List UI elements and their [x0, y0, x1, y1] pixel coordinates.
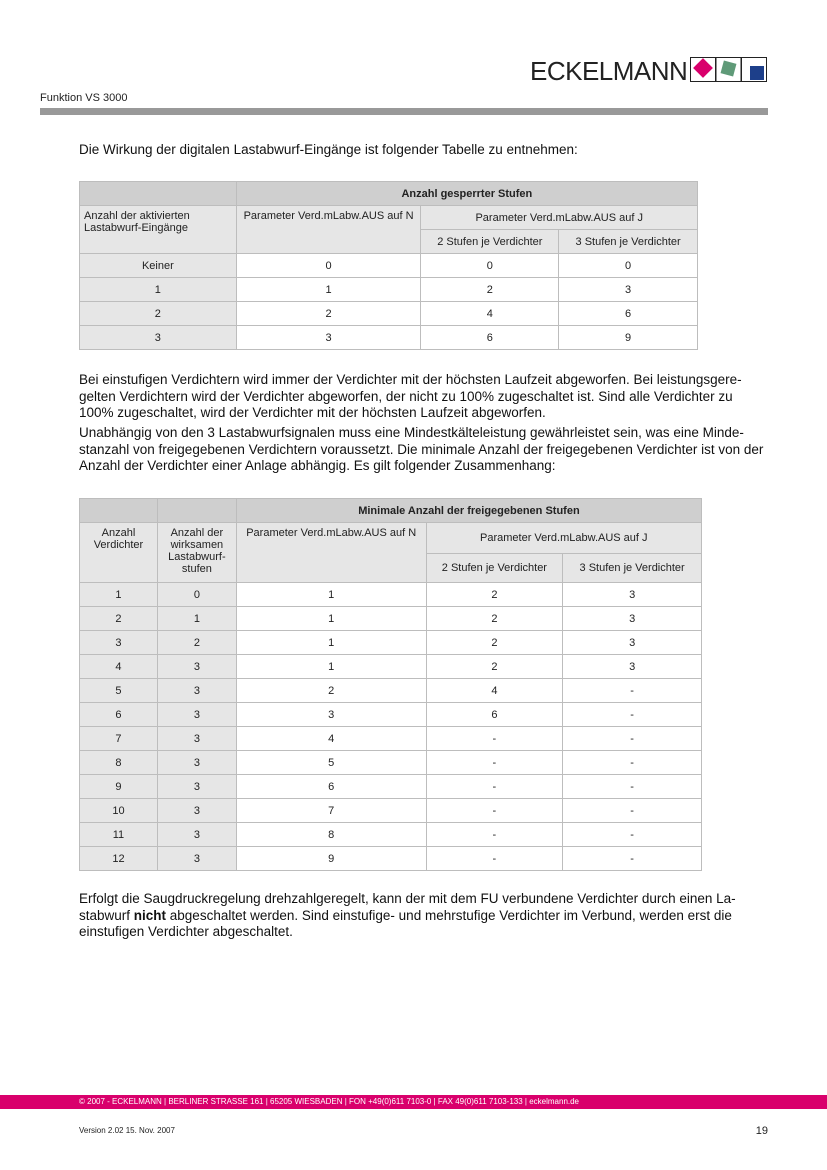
- table2-cell: 8: [236, 823, 426, 847]
- section-title: Funktion VS 3000: [40, 92, 128, 104]
- table2-cell: 3: [157, 847, 236, 871]
- table2-cell: 2: [157, 631, 236, 655]
- table2-header-3-stages: 3 Stufen je Verdichter: [563, 554, 702, 583]
- table2-cell: 6: [426, 703, 563, 727]
- table1-cell: 3: [559, 278, 698, 302]
- table1-header-inputs: Anzahl der aktivierten Lastabwurf-Eingänge: [80, 206, 237, 254]
- table2-row: [80, 847, 702, 871]
- table1-cell: 0: [421, 254, 559, 278]
- table2-cell: -: [426, 847, 563, 871]
- table2-cell: 1: [236, 607, 426, 631]
- table2-cell: -: [563, 823, 702, 847]
- table1-cell: 4: [421, 302, 559, 326]
- table1-corner: [80, 182, 237, 206]
- table2-cell: 2: [80, 607, 158, 631]
- emphasis-not: nicht: [133, 907, 167, 923]
- table2-cell: 6: [236, 775, 426, 799]
- table1-title: Anzahl gesperrter Stufen: [236, 182, 697, 206]
- table2-cell: 9: [236, 847, 426, 871]
- header-rule: [40, 108, 768, 115]
- table2-cell: 3: [563, 607, 702, 631]
- footer-version: Version 2.02 15. Nov. 2007: [79, 1126, 175, 1135]
- table2-row: [80, 631, 702, 655]
- paragraph-text-after: abgeschaltet werden. Sind einstufige- und mehrstufige Verdichter im Verbund, werden erst die einstufigen Verdichter abgeschaltet.: [79, 907, 732, 939]
- table1-cell: 0: [236, 254, 421, 278]
- paragraph-minimum-capacity: Unabhängig von den 3 Lastabwurfsignalen muss eine Mindestkälteleistung gewährleistet sein, was eine Minde-stanzahl von freigegebenen Verdichtern voraussetzt. Die minimale Anzahl der freigegebenen Verdichter ist von der Anzahl der Verdichter einer Anlage abhängig. Es gilt folgender Zusammenhang:: [79, 425, 764, 473]
- table2-cell: 11: [80, 823, 158, 847]
- table2-cell: 4: [236, 727, 426, 751]
- table2-cell: -: [563, 727, 702, 751]
- table2-cell: 3: [563, 631, 702, 655]
- page-number: 19: [755, 1125, 768, 1137]
- table2-cell: -: [563, 679, 702, 703]
- brand-name: ECKELMANN: [530, 56, 688, 86]
- table2-row: [80, 799, 702, 823]
- table2-cell: -: [563, 703, 702, 727]
- table2-row: [80, 751, 702, 775]
- table1-header-2-stages: 2 Stufen je Verdichter: [421, 230, 559, 254]
- table2-cell: 3: [157, 751, 236, 775]
- table1-header-param-n: Parameter Verd.mLabw.AUS auf N: [236, 206, 421, 254]
- table2-cell: 12: [80, 847, 158, 871]
- table1-cell: 0: [559, 254, 698, 278]
- table1-cell: 6: [559, 302, 698, 326]
- table2-cell: 3: [157, 775, 236, 799]
- table1-cell: 3: [80, 326, 237, 350]
- table1-body: [80, 254, 698, 350]
- table2-cell: 3: [157, 799, 236, 823]
- paragraph-text-before: Erfolgt die Saugdruckregelung drehzahlgeregelt, kann der mit dem FU verbundene Verdichter durch einen La-stabwurf: [79, 891, 736, 923]
- table2-cell: -: [563, 847, 702, 871]
- table2-corner-1: [80, 499, 158, 523]
- table2-row: [80, 775, 702, 799]
- table2-row: [80, 727, 702, 751]
- table2-cell: 8: [80, 751, 158, 775]
- table2-header-param-j: Parameter Verd.mLabw.AUS auf J: [426, 523, 701, 554]
- table2-cell: 6: [80, 703, 158, 727]
- table1-cell: 6: [421, 326, 559, 350]
- table2-cell: 10: [80, 799, 158, 823]
- table2-cell: 2: [426, 583, 563, 607]
- table2-cell: -: [426, 775, 563, 799]
- table1-row: [80, 278, 698, 302]
- table2-header-param-n: Parameter Verd.mLabw.AUS auf N: [236, 523, 426, 583]
- table2-row: [80, 655, 702, 679]
- table2-corner-2: [157, 499, 236, 523]
- table2-body: [80, 583, 702, 871]
- table1-cell: Keiner: [80, 254, 237, 278]
- table2-cell: 3: [157, 703, 236, 727]
- table2-cell: 2: [426, 607, 563, 631]
- table2-row: [80, 679, 702, 703]
- table1-cell: 3: [236, 326, 421, 350]
- paragraph-single-stage: Bei einstufigen Verdichtern wird immer der Verdichter mit der höchsten Laufzeit abgeworfen. Bei leistungsgere-gelten Verdichtern wird der Verdichter abgeworfen, der nicht zu 100% zugeschaltet ist. Sind alle Verdichter zu 100% zugeschaltet, wird der Verdichter mit der höchsten Laufzeit abgeworfen.: [79, 372, 742, 420]
- table2-cell: 1: [157, 607, 236, 631]
- table2-cell: 0: [157, 583, 236, 607]
- table2-cell: -: [426, 751, 563, 775]
- table1-cell: 2: [80, 302, 237, 326]
- table2-cell: 3: [157, 727, 236, 751]
- table2-row: [80, 583, 702, 607]
- table2-row: [80, 703, 702, 727]
- table2-cell: -: [563, 799, 702, 823]
- table2-cell: 3: [157, 655, 236, 679]
- table2-cell: 3: [563, 583, 702, 607]
- table2-cell: 9: [80, 775, 158, 799]
- table2-cell: -: [563, 751, 702, 775]
- table2-cell: 2: [426, 655, 563, 679]
- table1-cell: 9: [559, 326, 698, 350]
- paragraph-speed-controlled: [79, 891, 769, 941]
- minimum-enabled-stages-table: [79, 498, 702, 871]
- table2-cell: -: [426, 727, 563, 751]
- table1-row: [80, 302, 698, 326]
- table2-header-2-stages: 2 Stufen je Verdichter: [426, 554, 563, 583]
- table2-header-count: Anzahl Verdichter: [80, 523, 158, 583]
- table2-cell: 7: [80, 727, 158, 751]
- table2-cell: 7: [236, 799, 426, 823]
- table2-cell: 1: [80, 583, 158, 607]
- table2-cell: 2: [236, 679, 426, 703]
- table2-cell: 3: [236, 703, 426, 727]
- table2-cell: 5: [236, 751, 426, 775]
- table2-cell: 4: [426, 679, 563, 703]
- table1-header-param-j: Parameter Verd.mLabw.AUS auf J: [421, 206, 698, 230]
- footer-contact: © 2007 - ECKELMANN | BERLINER STRASSE 161 | 65205 WIESBADEN | FON +49(0)611 7103-0 | FAX 49(0)611 7103-133 | eckelmann.de: [79, 1097, 580, 1106]
- table2-cell: 1: [236, 655, 426, 679]
- table1-cell: 2: [236, 302, 421, 326]
- locked-stages-table: [79, 181, 698, 350]
- table2-cell: 3: [80, 631, 158, 655]
- table2-cell: 3: [157, 823, 236, 847]
- table2-cell: -: [563, 775, 702, 799]
- table1-cell: 1: [236, 278, 421, 302]
- table1-row: [80, 326, 698, 350]
- table2-cell: 1: [236, 583, 426, 607]
- table2-cell: 3: [157, 679, 236, 703]
- table2-title: Minimale Anzahl der freigegebenen Stufen: [236, 499, 701, 523]
- table2-cell: 3: [563, 655, 702, 679]
- table2-header-inputs: Anzahl der wirksamen Lastabwurf-stufen: [157, 523, 236, 583]
- table1-row: [80, 254, 698, 278]
- table2-cell: 2: [426, 631, 563, 655]
- intro-text: Die Wirkung der digitalen Lastabwurf-Eingänge ist folgender Tabelle zu entnehmen:: [79, 142, 578, 157]
- table2-cell: -: [426, 799, 563, 823]
- table2-cell: 5: [80, 679, 158, 703]
- table2-cell: 1: [236, 631, 426, 655]
- table2-row: [80, 607, 702, 631]
- table2-row: [80, 823, 702, 847]
- table1-cell: 2: [421, 278, 559, 302]
- table1-header-3-stages: 3 Stufen je Verdichter: [559, 230, 698, 254]
- eckelmann-logo-icon: [690, 57, 767, 82]
- table2-cell: -: [426, 823, 563, 847]
- table1-cell: 1: [80, 278, 237, 302]
- table2-cell: 4: [80, 655, 158, 679]
